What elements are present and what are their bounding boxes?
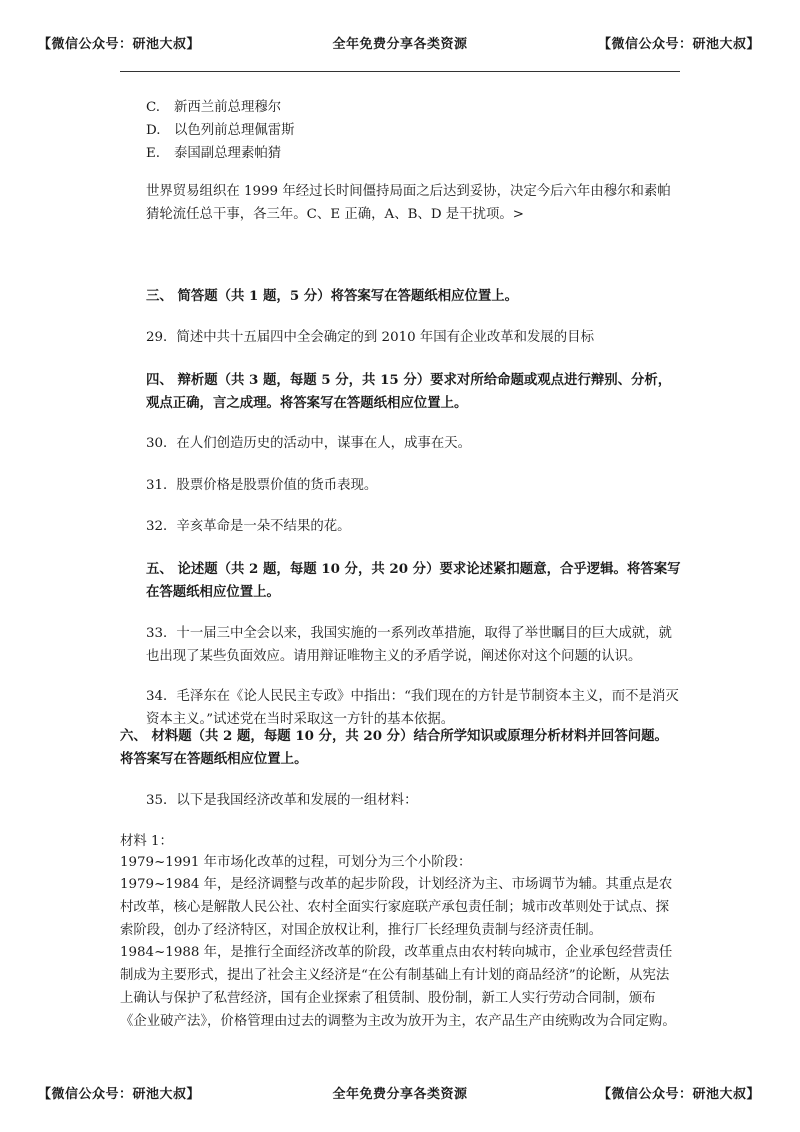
header-center-text: 全年免费分享各类资源 — [332, 37, 468, 52]
option-c — [146, 96, 281, 119]
option-e-text: 泰国副总理素帕猜 — [174, 146, 282, 161]
material-1-paragraph-1: 1979~1991 年市场化改革的过程，可划分为三个小阶段： — [120, 855, 472, 870]
header-left-text: 【微信公众号：研池大叔】 — [38, 37, 201, 52]
question-29: 29．简述中共十五届四中全会确定的到 2010 年国有企业改革和发展的目标 — [146, 330, 594, 345]
option-d — [146, 119, 295, 142]
question-35: 35．以下是我国经济改革和发展的一组材料： — [146, 793, 418, 808]
material-1-paragraph-2: 1979~1984 年，是经济调整与改革的起步阶段，计划经济为主、市场调节为辅。其重点是农村改革，核心是解散人民公社、农村全面实行家庭联产承包责任制；城市改革则处于试点、探索阶段，创办了经济特区，对国企放权让利，推行厂长经理负责制与经济责任制。 — [120, 877, 673, 938]
question-32: 32．辛亥革命是一朵不结果的花。 — [146, 519, 351, 534]
option-c-label: C. — [146, 100, 161, 115]
answer-explanation: 世界贸易组织在 1999 年经过长时间僵持局面之后达到妥协，决定今后六年由穆尔和素帕猜轮流任总干事，各三年。C、E 正确，A、B、D 是干扰项。> — [146, 184, 671, 222]
option-c-text: 新西兰前总理穆尔 — [174, 100, 282, 115]
option-e-label: E. — [146, 146, 161, 161]
section-3-heading: 三、 简答题（共 1 题，5 分）将答案写在答题纸相应位置上。 — [146, 288, 519, 304]
option-d-text: 以色列前总理佩雷斯 — [174, 123, 295, 138]
question-33: 33．十一届三中全会以来，我国实施的一系列改革措施，取得了举世瞩目的巨大成就，就也出现了某些负面效应。请用辩证唯物主义的矛盾学说，阐述你对这个问题的认识。 — [146, 626, 672, 664]
footer-left-text: 【微信公众号：研池大叔】 — [38, 1087, 201, 1102]
question-34: 34．毛泽东在《论人民民主专政》中指出：“我们现在的方针是节制资本主义，而不是消灭资本主义。”试述党在当时采取这一方针的基本依据。 — [146, 689, 679, 727]
option-d-label: D. — [146, 123, 161, 138]
footer-right-text: 【微信公众号：研池大叔】 — [597, 1087, 760, 1102]
question-31: 31．股票价格是股票价值的货币表现。 — [146, 478, 378, 493]
section-5-heading: 五、 论述题（共 2 题，每题 10 分，共 20 分）要求论述紧扣题意，合乎逻辑。将答案写在答题纸相应位置上。 — [146, 561, 681, 600]
question-30: 30．在人们创造历史的活动中，谋事在人，成事在天。 — [146, 436, 472, 451]
option-e — [146, 142, 281, 165]
material-1-title: 材料 1： — [120, 834, 173, 849]
section-6-heading: 六、 材料题（共 2 题，每题 10 分，共 20 分）结合所学知识或原理分析材料并回答问题。将答案写在答题纸相应位置上。 — [120, 728, 668, 767]
header-divider — [120, 71, 680, 72]
footer-center-text: 全年免费分享各类资源 — [332, 1087, 468, 1102]
header-right-text: 【微信公众号：研池大叔】 — [597, 37, 760, 52]
page-footer — [0, 1083, 800, 1107]
section-4-heading: 四、 辩析题（共 3 题，每题 5 分，共 15 分）要求对所给命题或观点进行辩别、分析，观点正确，言之成理。将答案写在答题纸相应位置上。 — [146, 372, 672, 411]
material-1-paragraph-3: 1984~1988 年，是推行全面经济改革的阶段，改革重点由农村转向城市，企业承包经营责任制成为主要形式，提出了社会主义经济是“在公有制基础上有计划的商品经济”的论断，从宪法上确认与保护了私营经济，国有企业探索了租赁制、股份制，新工人实行劳动合同制，颁布《企业破产法》，价格管理由过去的调整为主改为放开为主，农产品生产由统购改为合同定购。 — [120, 945, 676, 1029]
page-header — [0, 33, 800, 57]
